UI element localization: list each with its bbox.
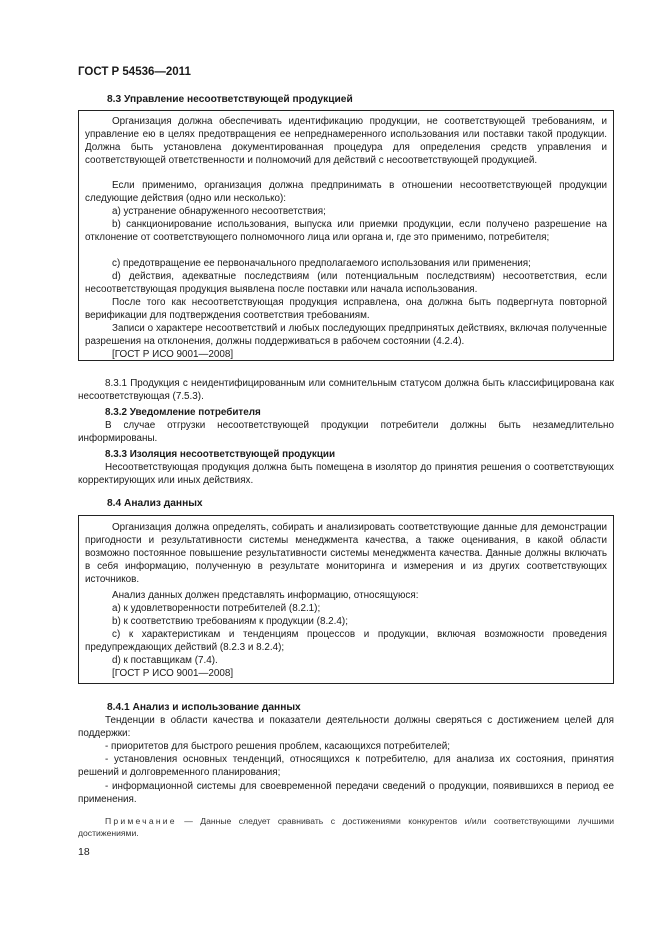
note <box>78 815 614 839</box>
section-8-4-1-title: 8.4.1 Анализ и использование данных <box>107 702 301 713</box>
section-8-3-2-title: 8.3.2 Уведомление потребителя <box>105 407 261 418</box>
quote-box-8-4 <box>78 515 614 684</box>
paragraph: Организация должна определять, собирать и анализировать соответствующие данные для демонстрации пригодности и результативности системы менеджмента качества, а также оценивания, в какой области возможно постоянное повышение результативности системы менеджмента качества. Данные должны включать в себя информацию, полученную в результате мониторинга и измерения и из других соответствующих источников. <box>85 522 607 585</box>
note-text: — Данные следует сравнивать с достижениями конкурентов и/или соответствующими лучшими достижениями. <box>78 816 614 838</box>
list-item: а) устранение обнаруженного несоответствия; <box>112 206 326 217</box>
list-item: - установления основных тенденций, относящихся к потребителю, для анализа их состояния, принятия решений и долговременного планирования; <box>78 754 614 778</box>
note-label: Примечание <box>105 816 177 826</box>
page-number: 18 <box>78 846 90 858</box>
list-item: с) к характеристикам и тенденциям процессов и продукции, включая возможности проведения предупреждающих действий (8.2.3 и 8.2.4); <box>85 629 607 653</box>
paragraph: Записи о характере несоответствий и любых последующих предпринятых действиях, включая полученные разрешения на отклонения, должны поддерживаться в рабочем состоянии (4.2.4). <box>85 323 607 347</box>
list-item: d) действия, адекватные последствиям (или потенциальным последствиям) несоответствия, если несоответствующая продукция выявлена после поставки или начала использования. <box>85 271 607 295</box>
section-8-3-3-text: Несоответствующая продукция должна быть помещена в изолятор до принятия решения о соответствующих корректирующих или иных действиях. <box>78 462 614 486</box>
paragraph: Если применимо, организация должна предпринимать в отношении несоответствующей продукции следующие действия (одно или несколько): <box>85 180 607 204</box>
list-item: d) к поставщикам (7.4). <box>112 655 218 666</box>
list-item: b) санкционирование использования, выпуска или приемки продукции, если получено разрешение на отклонение от соответствующего полномочного лица или органа и, где это применимо, потребителя; <box>85 219 607 243</box>
list-item: а) к удовлетворенности потребителей (8.2.1); <box>112 603 321 614</box>
standard-reference: [ГОСТ Р ИСО 9001—2008] <box>112 668 234 679</box>
list-item: b) к соответствию требованиям к продукции (8.2.4); <box>112 616 348 627</box>
quote-box-8-3 <box>78 110 614 361</box>
document-id: ГОСТ Р 54536—2011 <box>78 66 191 78</box>
list-item: с) предотвращение ее первоначального предполагаемого использования или применения; <box>112 258 531 269</box>
paragraph: Тенденции в области качества и показатели деятельности должны сверяться с достижением целей для поддержки: <box>78 715 614 739</box>
section-8-4-title: 8.4 Анализ данных <box>107 498 203 509</box>
section-8-3-3-title: 8.3.3 Изоляция несоответствующей продукции <box>105 449 336 460</box>
standard-reference: [ГОСТ Р ИСО 9001—2008] <box>112 349 234 360</box>
section-8-3-1-text: 8.3.1 Продукция с неидентифицированным или сомнительным статусом должна быть классифицирована как несоответствующая (7.5.3). <box>78 378 614 402</box>
section-8-3-title: 8.3 Управление несоответствующей продукцией <box>107 94 353 105</box>
paragraph: Организация должна обеспечивать идентификацию продукции, не соответствующей требованиям, и управление ею в целях предотвращения ее непреднамеренного использования или поставки такой продукции. Должна быть установлена документированная процедура для определения средств управления и соответствующей ответственности и полномочий для действий с несоответствующей продукцией. <box>85 116 607 166</box>
paragraph: Анализ данных должен представлять информацию, относящуюся: <box>112 590 419 601</box>
paragraph: После того как несоответствующая продукция исправлена, она должна быть подвергнута повторной верификации для подтверждения соответствия требованиям. <box>85 297 607 321</box>
list-item: - приоритетов для быстрого решения проблем, касающихся потребителей; <box>105 741 450 752</box>
section-8-3-2-text: В случае отгрузки несоответствующей продукции потребители должны быть незамедлительно информированы. <box>78 420 614 444</box>
list-item: - информационной системы для своевременной передачи сведений о продукции, появившихся в период ее применения. <box>78 781 614 805</box>
